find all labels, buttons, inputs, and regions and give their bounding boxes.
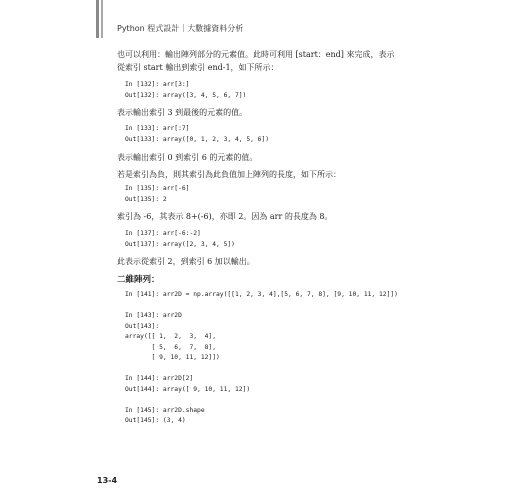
- code-block-135: In [135]: arr[-6] Out[135]: 2: [125, 185, 190, 203]
- page-number: 13-4: [97, 476, 118, 485]
- paragraph-index2-6: 此表示從索引 2，到索引 6 加以輸出。: [117, 257, 255, 266]
- code-block-133: In [133]: arr[:7] Out[133]: array([0, 1, 2, 3, 4, 5, 6]): [125, 125, 270, 143]
- running-header: Python 程式設計｜大數據資料分析: [117, 24, 244, 33]
- code-block-137: In [137]: arr[-6:-2] Out[137]: array([2, 3, 4, 5]): [125, 230, 235, 248]
- paragraph-index3: 表示輸出索引 3 到最後的元素的值。: [117, 108, 248, 117]
- section-heading-2d-array: 二維陣列：: [117, 275, 160, 285]
- header-bar-decoration: [96, 0, 99, 38]
- code-block-132: In [132]: arr[3:] Out[132]: array([3, 4, 5, 6, 7]): [125, 81, 247, 99]
- paragraph-negative-index: 若是索引為負，則其索引為此負值加上陣列的長度，如下所示：: [117, 170, 341, 179]
- paragraph-slicing-intro-cont: 從索引 start 輸出到索引 end-1，如下所示：: [117, 63, 279, 72]
- code-block-141-145: In [141]: arr2D = np.array([[1, 2, 3, 4],[5, 6, 7, 8], [9, 10, 11, 12]]) In [143]: arr2D Out[143]: array([[ 1, 2, 3, 4], [ 5, 6, 7, 8], [ 9, 10, 11, 12]]) In [144]: arr2D[2] Out[144]: array([ 9, 10, 11, 12]) In [145]: arr2D.shape Out[145]: (3, 4): [125, 291, 398, 424]
- paragraph-index-minus6: 索引為 -6，其表示 8+(-6)，亦即 2。因為 arr 的長度為 8。: [117, 212, 333, 221]
- header-bar-decoration-thin: [101, 0, 103, 38]
- paragraph-slicing-intro: 也可以利用：輸出陣列部分的元素值。此時可利用 [start：end] 來完成，表示: [117, 50, 395, 59]
- paragraph-index0-6: 表示輸出索引 0 到索引 6 的元素的值。: [117, 153, 258, 162]
